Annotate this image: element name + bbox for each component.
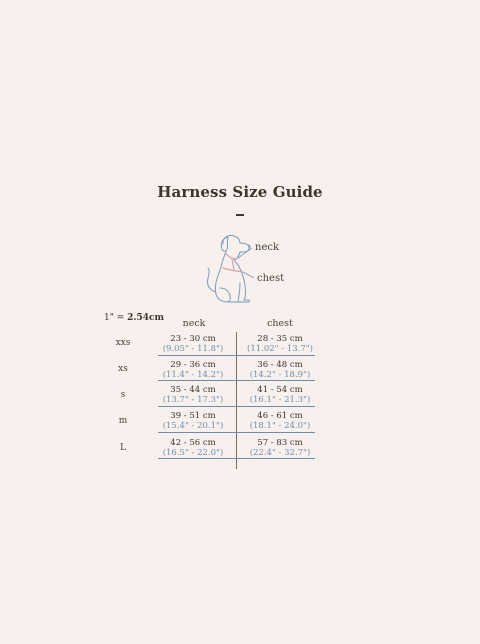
size-label: xs — [118, 364, 128, 374]
title-divider — [236, 214, 244, 216]
neck-cm: 23 - 30 cm — [170, 334, 216, 344]
size-label: xxs — [115, 338, 131, 348]
chest-inches: (11.02" - 13.7") — [247, 344, 313, 354]
chest-cell — [242, 411, 318, 431]
row-divider — [158, 380, 315, 381]
row-divider — [158, 432, 315, 433]
neck-cell — [155, 385, 231, 405]
neck-cm: 42 - 56 cm — [170, 438, 216, 448]
chest-cm: 28 - 35 cm — [257, 334, 303, 344]
column-header-chest: chest — [267, 318, 293, 329]
chest-cell — [242, 385, 318, 405]
table-column-divider — [236, 332, 237, 469]
chest-inches: (14.2" - 18.9") — [249, 370, 311, 380]
size-label: L — [120, 443, 126, 453]
neck-inches: (9.05" - 11.8") — [162, 344, 224, 354]
chest-cell — [242, 334, 318, 354]
neck-cm: 29 - 36 cm — [170, 360, 216, 370]
neck-cm: 39 - 51 cm — [170, 411, 216, 421]
neck-cell — [155, 360, 231, 380]
row-divider — [158, 458, 315, 459]
chest-cm: 57 - 83 cm — [257, 438, 303, 448]
conversion-value: 2.54cm — [127, 313, 165, 323]
chest-diagram-label: chest — [257, 273, 285, 284]
size-label: s — [120, 390, 126, 400]
neck-cell — [155, 438, 231, 458]
chest-inches: (16.1" - 21.3") — [249, 395, 311, 405]
chest-cm: 46 - 61 cm — [257, 411, 303, 421]
row-divider — [158, 406, 315, 407]
page-title: Harness Size Guide — [157, 183, 323, 201]
neck-diagram-label: neck — [255, 242, 280, 253]
chest-inches: (22.4" - 32.7") — [249, 448, 311, 458]
neck-inches: (11.4" - 14.2") — [162, 370, 224, 380]
neck-cell — [155, 411, 231, 431]
chest-inches: (18.1" - 24.0") — [249, 421, 311, 431]
neck-inches: (13.7" - 17.3") — [162, 395, 224, 405]
conversion-prefix: 1" = — [104, 313, 128, 323]
neck-cm: 35 - 44 cm — [170, 385, 216, 395]
size-label: m — [118, 416, 128, 426]
neck-inches: (15.4" - 20.1") — [162, 421, 224, 431]
chest-cell — [242, 438, 318, 458]
neck-inches: (16.5" - 22.0") — [162, 448, 224, 458]
row-divider — [158, 355, 315, 356]
neck-cell — [155, 334, 231, 354]
column-header-neck: neck — [182, 318, 206, 329]
chest-cell — [242, 360, 318, 380]
chest-cm: 36 - 48 cm — [257, 360, 303, 370]
chest-cm: 41 - 54 cm — [257, 385, 303, 395]
